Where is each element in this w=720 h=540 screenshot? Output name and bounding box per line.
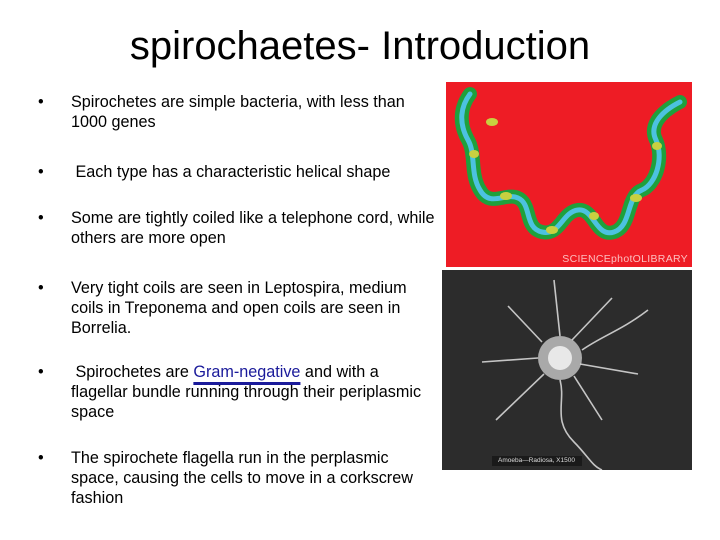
- spirochete-illustration: [446, 82, 692, 267]
- bullet-item: [38, 278, 438, 338]
- bullet-text-before: Spirochetes are: [71, 363, 194, 381]
- bullet-text: The spirochete flagella run in the perplasmic space, causing the cells to move in a corkscrew fashion: [71, 449, 413, 507]
- bullet-dot: •: [38, 93, 44, 111]
- bullet-item: [38, 362, 438, 422]
- bullet-dot: •: [38, 209, 44, 227]
- bullet-text-after: and with a flagellar bundle running through their periplasmic space: [71, 363, 422, 421]
- gram-negative-link[interactable]: Gram-negative: [193, 363, 301, 381]
- bullet-text: Some are tightly coiled like a telephone cord, while others are more open: [71, 209, 435, 247]
- bullet-dot: •: [38, 363, 44, 381]
- bullet-text: [71, 362, 438, 422]
- micrograph-image: [442, 270, 692, 470]
- bullet-item: [38, 162, 438, 182]
- spirochete-cell-drawing: [446, 82, 692, 267]
- bullet-text: Spirochetes are simple bacteria, with less than 1000 genes: [71, 93, 405, 131]
- micrograph-caption: Amoeba—Radiosa, X1500: [498, 457, 575, 464]
- bullet-dot: •: [38, 163, 44, 181]
- slide-title: spirochaetes- Introduction: [129, 24, 591, 68]
- bullet-item: [38, 448, 438, 508]
- bullet-item: [38, 92, 438, 132]
- micrograph-drawing: [442, 270, 692, 470]
- bullet-item: [38, 208, 438, 248]
- bullet-text: Each type has a characteristic helical shape: [71, 163, 391, 181]
- bullet-text: Very tight coils are seen in Leptospira, medium coils in Treponema and open coils are seen in Borrelia.: [71, 279, 407, 337]
- bullet-dot: •: [38, 449, 44, 467]
- bullet-dot: •: [38, 279, 44, 297]
- watermark: SCIENCEphotOLIBRARY: [562, 253, 688, 265]
